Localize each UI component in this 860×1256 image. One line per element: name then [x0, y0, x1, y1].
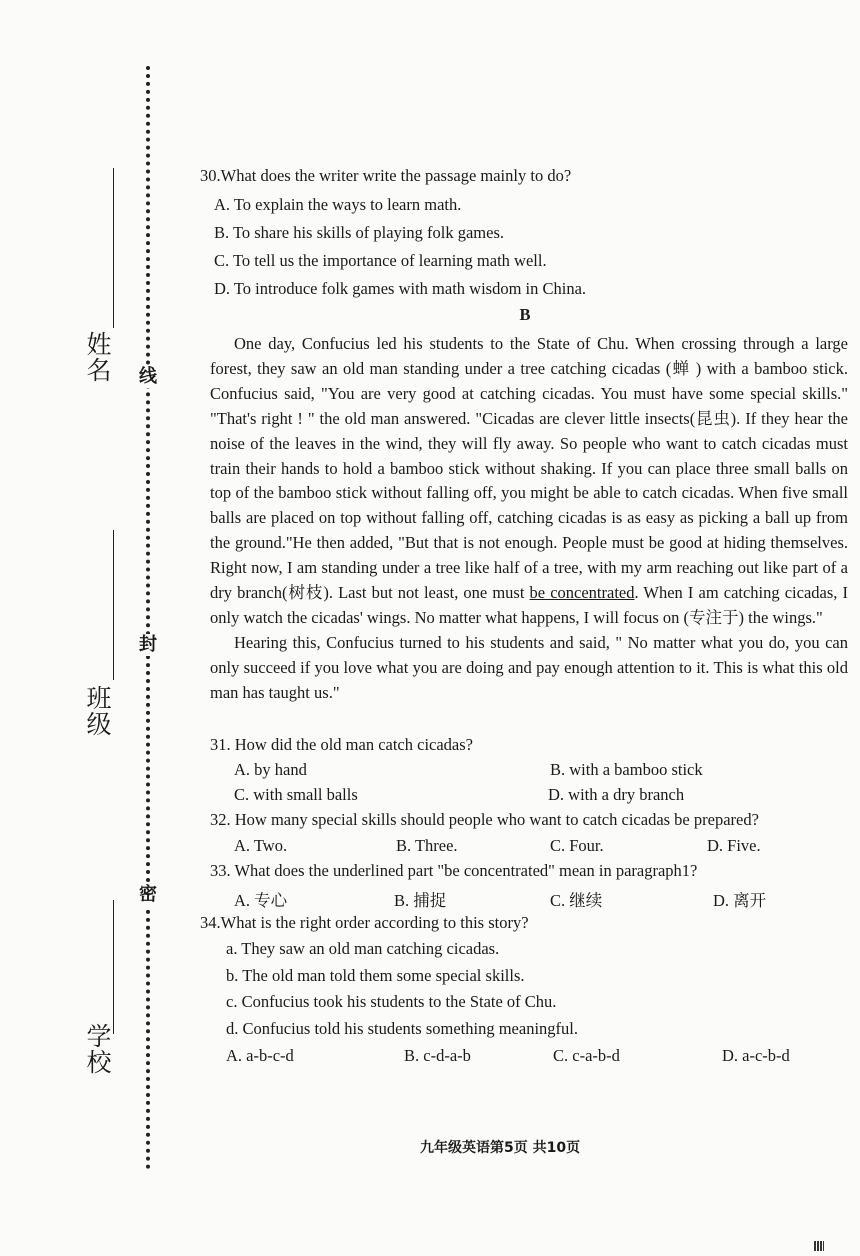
question-32-option-d[interactable]: D. Five.: [707, 836, 761, 855]
class-field-line: [113, 530, 114, 680]
question-30-option-d[interactable]: D. To introduce folk games with math wisdom in China.: [214, 279, 587, 298]
school-field-line: [113, 900, 114, 1034]
question-34-item-a: a. They saw an old man catching cicadas.: [226, 939, 500, 958]
question-31-option-d[interactable]: D. with a dry branch: [548, 785, 685, 804]
question-32-option-b[interactable]: B. Three.: [396, 836, 458, 855]
question-30-option-b[interactable]: B. To share his skills of playing folk games.: [214, 223, 505, 242]
name-field-line: [113, 168, 114, 328]
qr-code-icon: [814, 1241, 824, 1251]
question-32-stem: 32. How many special skills should people who want to catch cicadas be prepared?: [210, 810, 759, 829]
question-34-item-d: d. Confucius told his students something meaningful.: [226, 1019, 578, 1038]
question-30-option-a[interactable]: A. To explain the ways to learn math.: [214, 195, 462, 214]
question-31-option-c[interactable]: C. with small balls: [234, 785, 358, 804]
binding-dotted-line: [146, 66, 150, 1170]
question-31-option-a[interactable]: A. by hand: [234, 760, 307, 779]
question-33-option-d[interactable]: D. 离开: [713, 891, 767, 910]
binding-mark-secret: 密: [139, 884, 157, 905]
question-32-option-a[interactable]: A. Two.: [234, 836, 288, 855]
reading-passage: [210, 332, 848, 706]
binding-mark-seal: 封: [139, 634, 157, 655]
question-33-option-c[interactable]: C. 继续: [550, 891, 603, 910]
question-34-stem: 34.What is the right order according to this story?: [200, 913, 529, 932]
question-33-stem: 33. What does the underlined part "be concentrated" mean in paragraph1?: [210, 861, 698, 880]
question-32-option-c[interactable]: C. Four.: [550, 836, 604, 855]
watermark-logo: [827, 1241, 857, 1251]
school-field-label: 学校: [86, 1022, 112, 1077]
question-31-option-b[interactable]: B. with a bamboo stick: [550, 760, 703, 779]
question-30-option-c[interactable]: C. To tell us the importance of learning math well.: [214, 251, 547, 270]
question-34-option-a[interactable]: A. a-b-c-d: [226, 1046, 294, 1065]
question-31-stem: 31. How did the old man catch cicadas?: [210, 735, 473, 754]
question-34-item-c: c. Confucius took his students to the State of Chu.: [226, 992, 557, 1011]
binding-mark-line: 线: [139, 366, 157, 387]
underlined-phrase: be concentrated: [529, 583, 635, 603]
passage-paragraph-2: Hearing this, Confucius turned to his students and said, " No matter what you do, you can only succeed if you love what you are doing and pay enough attention to it. This is what this old man has taught us.": [210, 632, 848, 702]
passage-paragraph-1: [210, 332, 848, 631]
name-field-label: 姓名: [86, 330, 112, 385]
class-field-label: 班级: [86, 684, 112, 739]
question-33-option-a[interactable]: A. 专心: [234, 891, 288, 910]
question-34-option-b[interactable]: B. c-d-a-b: [404, 1046, 471, 1065]
section-b-title: B: [519, 305, 531, 324]
question-33-option-b[interactable]: B. 捕捉: [394, 891, 447, 910]
question-30-stem: 30.What does the writer write the passage mainly to do?: [200, 166, 572, 185]
page-footer: 九年级英语第5页 共10页: [420, 1140, 581, 1156]
question-34-option-d[interactable]: D. a-c-b-d: [722, 1046, 790, 1065]
passage-p1-part-b: . When I am catching cicadas, I only watch the cicadas' wings. No matter what happens, I will focus on (专注于) the wings.": [210, 583, 848, 627]
question-34-item-b: b. The old man told them some special skills.: [226, 966, 525, 985]
question-34-option-c[interactable]: C. c-a-b-d: [553, 1046, 620, 1065]
passage-p1-part-a: One day, Confucius led his students to the State of Chu. When crossing through a large forest, they saw an old man standing under a tree catching cicadas (蝉 ) with a bamboo stick. Confucius said, "You are very good at catching cicadas. You must have some special skills." "That's right ! " the old man answered. "Cicadas are clever little insects(昆虫). If they hear the noise of the leaves in the wind, they will fly away. So people who want to catch cicadas must train their hands to hold a bamboo stick without shaking. If you can place three small balls on top of the bamboo stick without falling off, you might be able to catch cicadas. When five small balls are placed on top without falling off, catching cicadas is as easy as picking a ball up from the ground."He then added, "But that is not enough. People must be good at hiding themselves. Right now, I am standing under a tree like half of a tree, with my arm reaching out like part of a dry branch(树枝). Last but not least, one must: [210, 334, 848, 603]
